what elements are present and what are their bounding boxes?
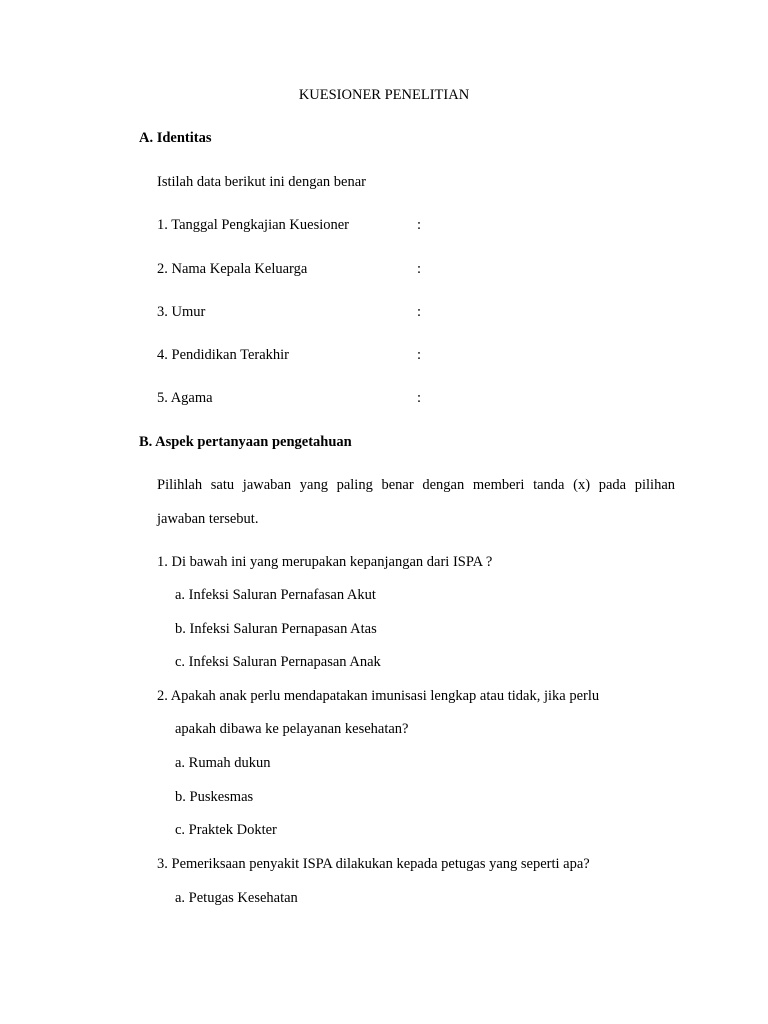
field-colon-tanggal: : (417, 217, 422, 233)
field-label-pendidikan: 4. Pendidikan Terakhir (157, 347, 290, 363)
field-label-agama: 5. Agama (157, 390, 213, 406)
question-1-option-a: a. Infeksi Saluran Pernafasan Akut (175, 587, 376, 603)
question-2-text-continued: apakah dibawa ke pelayanan kesehatan? (175, 721, 409, 737)
field-label-nama: 2. Nama Kepala Keluarga (157, 261, 308, 277)
field-colon-pendidikan: : (417, 347, 422, 363)
section-a-instruction: Istilah data berikut ini dengan benar (157, 174, 366, 190)
question-2-option-c: c. Praktek Dokter (175, 822, 277, 838)
field-label-umur: 3. Umur (157, 304, 206, 320)
document-title: KUESIONER PENELITIAN (298, 87, 470, 103)
field-colon-umur: : (417, 304, 422, 320)
field-colon-agama: : (417, 390, 422, 406)
question-2-option-a: a. Rumah dukun (175, 755, 271, 771)
section-b-instruction-line1: Pilihlah satu jawaban yang paling benar dengan memberi tanda (x) pada pilihan (157, 477, 675, 493)
question-3-option-a: a. Petugas Kesehatan (175, 890, 298, 906)
question-2-text: 2. Apakah anak perlu mendapatakan imunisasi lengkap atau tidak, jika perlu (157, 688, 600, 704)
field-label-tanggal: 1. Tanggal Pengkajian Kuesioner (157, 217, 350, 233)
section-b-instruction-line2: jawaban tersebut. (157, 511, 259, 527)
field-colon-nama: : (417, 261, 422, 277)
question-3-text: 3. Pemeriksaan penyakit ISPA dilakukan kepada petugas yang seperti apa? (157, 856, 590, 872)
section-b-heading: B. Aspek pertanyaan pengetahuan (139, 434, 352, 450)
section-a-heading: A. Identitas (139, 130, 212, 146)
question-2-option-b: b. Puskesmas (175, 789, 254, 805)
question-1-text: 1. Di bawah ini yang merupakan kepanjangan dari ISPA ? (157, 554, 493, 570)
question-1-option-c: c. Infeksi Saluran Pernapasan Anak (175, 654, 381, 670)
question-1-option-b: b. Infeksi Saluran Pernapasan Atas (175, 621, 377, 637)
